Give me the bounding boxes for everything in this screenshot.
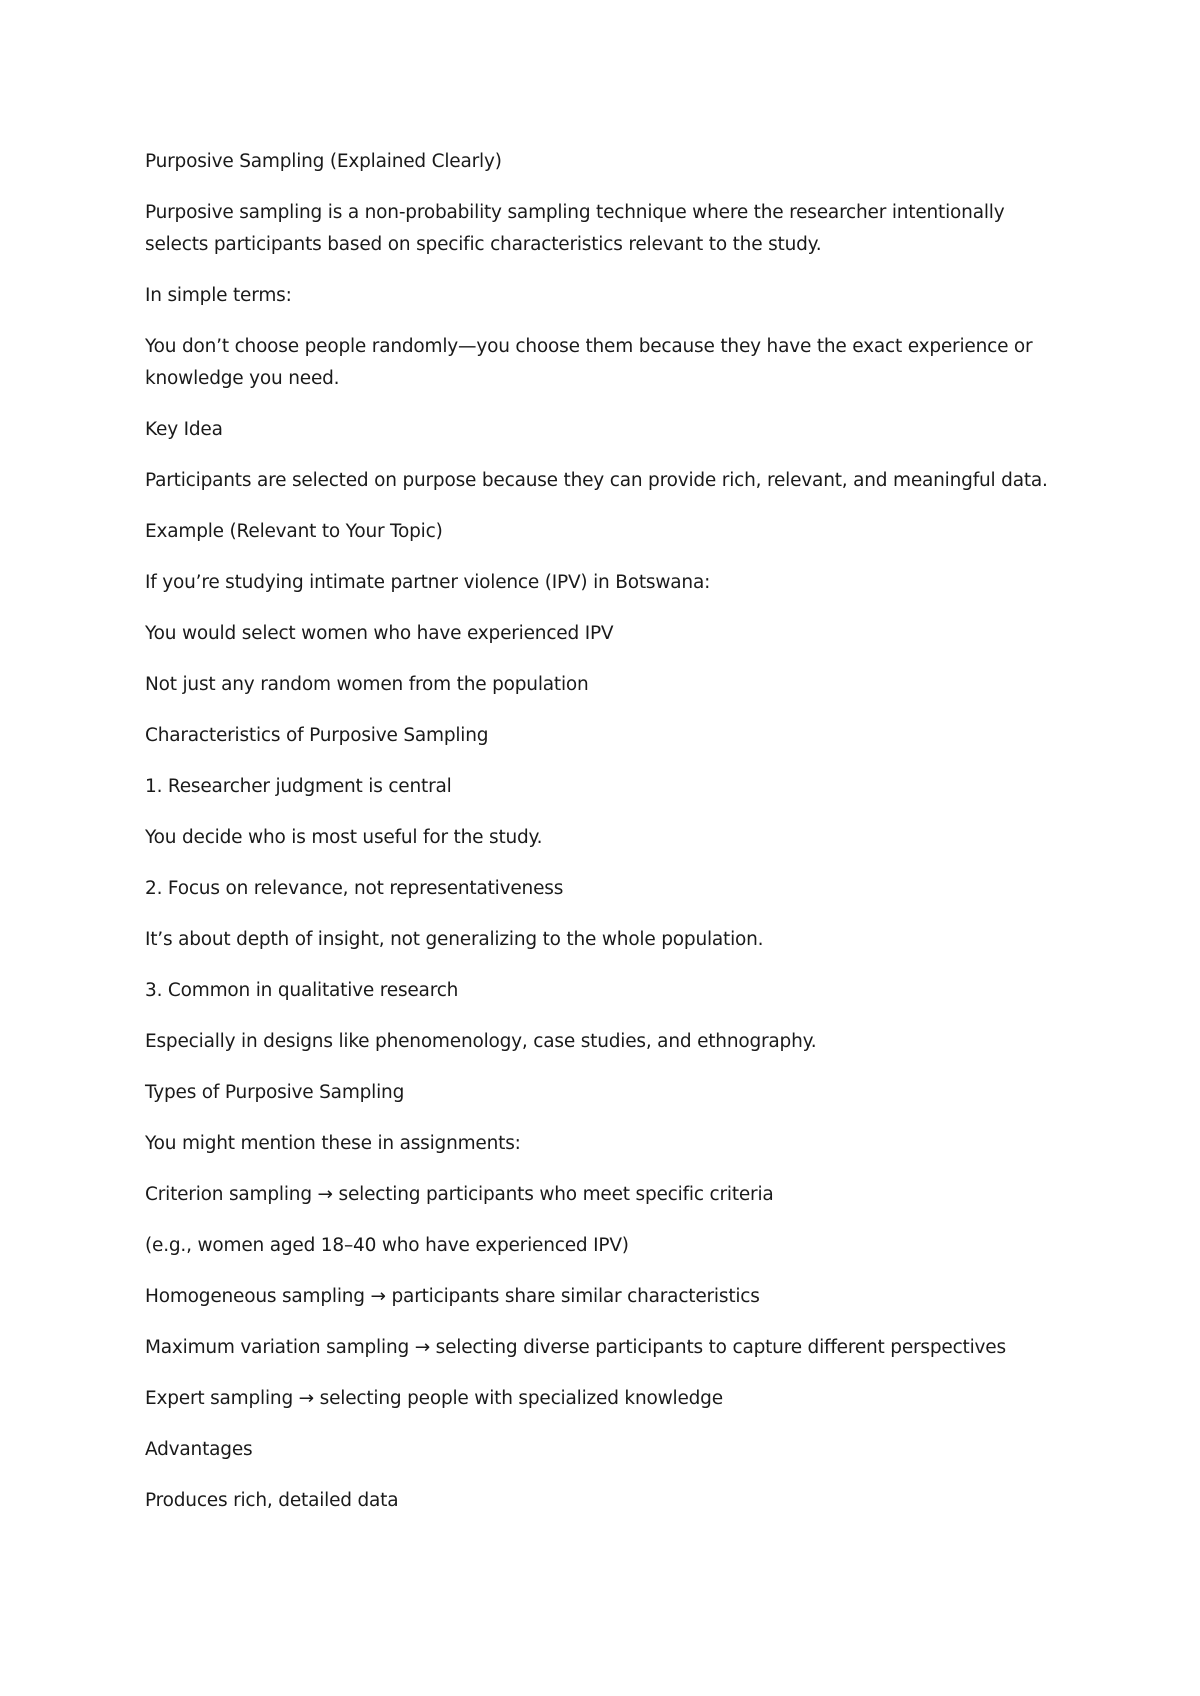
characteristic-1-heading: 1. Researcher judgment is central bbox=[145, 776, 452, 797]
type-homogeneous: Homogeneous sampling → participants share similar characteristics bbox=[145, 1286, 760, 1307]
paragraph-simple-terms: You don’t choose people randomly—you choose them because they have the exact experience or knowledge you need. bbox=[145, 336, 1033, 389]
characteristic-2-text: It’s about depth of insight, not generalizing to the whole population. bbox=[145, 929, 764, 950]
paragraph-key-idea: Participants are selected on purpose because they can provide rich, relevant, and meaningful data. bbox=[145, 470, 1048, 491]
characteristic-3-text: Especially in designs like phenomenology, case studies, and ethnography. bbox=[145, 1031, 817, 1052]
paragraph-example-not: Not just any random women from the population bbox=[145, 674, 589, 695]
advantage-1: Produces rich, detailed data bbox=[145, 1490, 399, 1511]
paragraph-definition: Purposive sampling is a non-probability sampling technique where the researcher intentionally selects participants based on specific characteristics relevant to the study. bbox=[145, 202, 1005, 255]
paragraph-example-intro: If you’re studying intimate partner violence (IPV) in Botswana: bbox=[145, 572, 711, 593]
type-criterion-example: (e.g., women aged 18–40 who have experienced IPV) bbox=[145, 1235, 629, 1256]
characteristic-3-heading: 3. Common in qualitative research bbox=[145, 980, 459, 1001]
paragraph-simple-terms-heading: In simple terms: bbox=[145, 285, 292, 306]
document-title: Purposive Sampling (Explained Clearly) bbox=[145, 151, 502, 172]
characteristic-2-heading: 2. Focus on relevance, not representativeness bbox=[145, 878, 564, 899]
paragraph-types-intro: You might mention these in assignments: bbox=[145, 1133, 521, 1154]
document-body bbox=[145, 146, 1065, 1536]
type-expert: Expert sampling → selecting people with specialized knowledge bbox=[145, 1388, 723, 1409]
type-criterion: Criterion sampling → selecting participants who meet specific criteria bbox=[145, 1184, 774, 1205]
characteristic-1-text: You decide who is most useful for the study. bbox=[145, 827, 543, 848]
type-maximum-variation: Maximum variation sampling → selecting diverse participants to capture different perspectives bbox=[145, 1337, 1006, 1358]
heading-advantages: Advantages bbox=[145, 1439, 253, 1460]
heading-characteristics: Characteristics of Purposive Sampling bbox=[145, 725, 489, 746]
heading-types: Types of Purposive Sampling bbox=[145, 1082, 405, 1103]
heading-example: Example (Relevant to Your Topic) bbox=[145, 521, 443, 542]
paragraph-example-select: You would select women who have experienced IPV bbox=[145, 623, 614, 644]
heading-key-idea: Key Idea bbox=[145, 419, 223, 440]
